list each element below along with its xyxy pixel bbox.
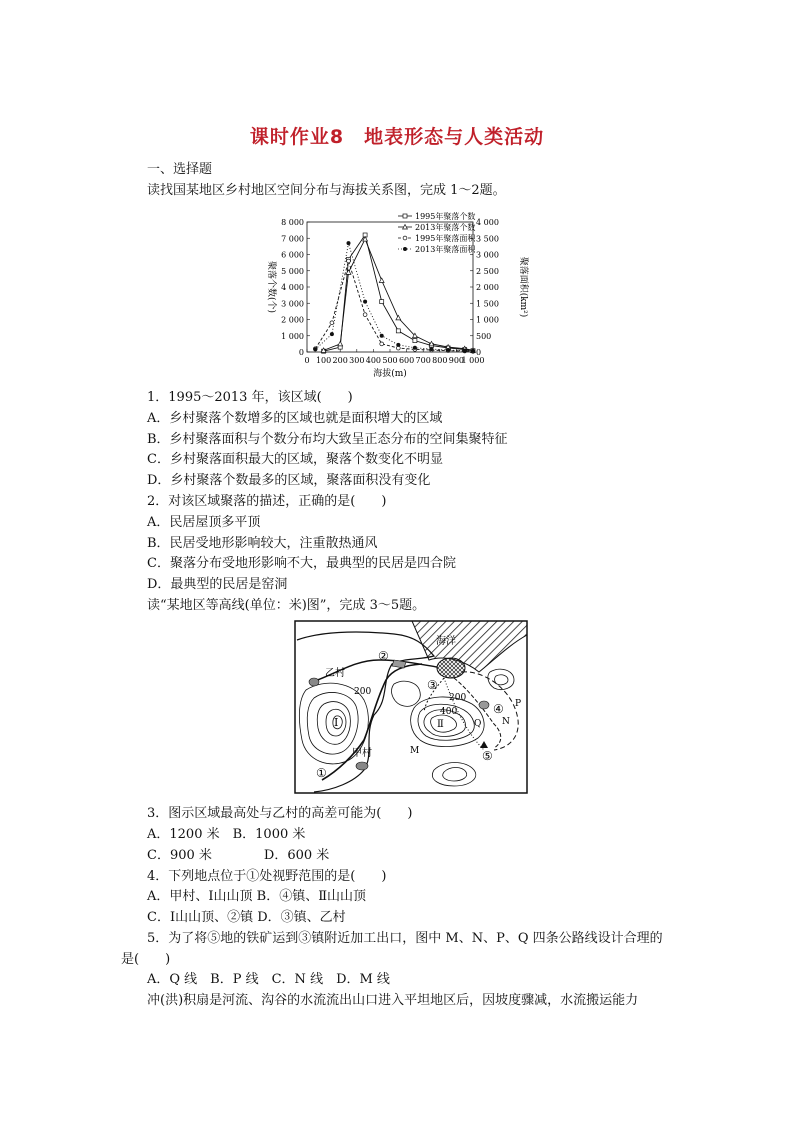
data-point-dot — [330, 332, 334, 336]
point-4-label: ④ — [493, 702, 504, 716]
y-axis-title: 聚落个数(个) — [266, 260, 276, 314]
data-point-dot — [347, 241, 351, 245]
data-point-circle — [330, 321, 334, 325]
x-tick-label: 100 — [315, 356, 332, 365]
route-p-label: P — [515, 699, 522, 709]
peak-2-label: Ⅱ — [437, 719, 444, 730]
y-tick-label: 5 000 — [281, 266, 304, 276]
data-point-dot — [396, 343, 400, 347]
legend-label: 2013年聚落面积 — [415, 245, 476, 254]
data-point-dot — [471, 349, 475, 353]
route-q-label: Q — [474, 719, 482, 729]
intro-q1-2: 读找国某地区乡村地区空间分布与海拔关系图，完成 1～2题。 — [147, 183, 506, 198]
q3-options-row2: C．900 米 D．600 米 — [147, 848, 330, 863]
y-tick-label: 7 000 — [281, 234, 304, 244]
passage-line: 冲(洪)积扇是河流、沟谷的水流流出山口进入平坦地区后，因坡度骤减，水流搬运能力 — [147, 993, 639, 1008]
contour-map — [294, 620, 528, 794]
point-2-label: ② — [378, 649, 389, 663]
y2-tick-label: 2 500 — [476, 266, 499, 276]
data-point-triangle — [346, 270, 351, 275]
q2-option-c: C．聚落分布受地形影响不大，最典型的民居是四合院 — [147, 556, 456, 571]
village-yi-marker — [309, 678, 319, 686]
y-tick-label: 6 000 — [281, 250, 304, 260]
series-line — [315, 243, 473, 351]
route-m-label: M — [410, 746, 420, 756]
data-point-triangle — [338, 341, 343, 346]
y-tick-label: 4 000 — [281, 283, 304, 292]
y2-tick-label: 500 — [476, 331, 492, 341]
data-point-dot — [413, 346, 417, 350]
x-tick-label: 800 — [432, 356, 448, 365]
q2-option-b: B．民居受地形影响较大，注重散热通风 — [147, 536, 378, 551]
contour-200-label-a: 200 — [354, 687, 372, 697]
peak-1-label: Ⅰ — [334, 716, 339, 729]
y-tick-label: 8 000 — [281, 218, 304, 227]
y2-tick-label: 1 000 — [476, 315, 499, 325]
data-point-triangle — [379, 278, 384, 283]
data-point-dot — [363, 300, 367, 304]
village-jia-label: 甲村 — [352, 748, 372, 759]
data-point-dot — [463, 349, 467, 353]
q4-options-row1: A．甲村、Ⅰ山山顶 B．④镇、Ⅱ山山顶 — [147, 889, 367, 904]
legend-label: 2013年聚落个数 — [415, 223, 476, 232]
legend-label: 1995年聚落面积 — [415, 234, 476, 243]
contour-400-label: 400 — [440, 707, 458, 717]
village-yi-label: 乙村 — [325, 668, 345, 679]
y-tick-label: 2 000 — [281, 315, 304, 325]
y-tick-label: 0 — [298, 348, 304, 357]
x-tick-label: 900 — [448, 356, 465, 365]
legend-label: 1995年聚落个数 — [415, 212, 476, 221]
y-tick-label: 3 000 — [281, 299, 304, 309]
data-point-triangle — [396, 315, 401, 320]
data-point-dot — [446, 348, 450, 352]
y2-axis-title: 聚落面积(km²) — [518, 256, 528, 318]
data-point-circle — [347, 259, 351, 263]
route-n-label: N — [502, 717, 510, 727]
data-point-square — [396, 329, 400, 333]
q1-option-a: A．乡村聚落个数增多的区域也就是面积增大的区域 — [147, 411, 443, 426]
y-tick-label: 1 000 — [281, 331, 304, 341]
q1-stem: 1．1995～2013 年，该区域( ) — [147, 390, 353, 405]
settlement-altitude-chart — [255, 210, 530, 382]
data-point-square — [413, 339, 417, 343]
legend-marker — [403, 214, 407, 218]
q2-option-d: D．最典型的民居是窑洞 — [147, 577, 288, 592]
data-point-dot — [380, 334, 384, 338]
q2-stem: 2．对该区域聚落的描述，正确的是( ) — [147, 494, 387, 509]
q3-options-row1: A．1200 米 B．1000 米 — [147, 827, 306, 842]
data-point-dot — [313, 347, 317, 351]
data-point-dot — [430, 347, 434, 351]
point-1-label: ① — [316, 766, 327, 780]
q4-options-row2: C．Ⅰ山山顶、②镇 D．③镇、乙村 — [147, 910, 346, 925]
y2-tick-label: 3 500 — [476, 234, 499, 244]
point-5-label: ⑤ — [482, 749, 493, 763]
q1-option-b: B．乡村聚落面积与个数分布均大致呈正态分布的空间集聚特征 — [147, 432, 508, 447]
q1-option-c: C．乡村聚落面积最大的区域，聚落个数变化不明显 — [147, 452, 443, 467]
y2-tick-label: 1 500 — [476, 299, 499, 309]
x-tick-label: 600 — [398, 356, 415, 365]
sea-label: 海洋 — [436, 636, 456, 647]
legend-marker — [403, 236, 407, 240]
x-tick-label: 200 — [332, 356, 348, 365]
section-heading: 一、选择题 — [147, 162, 213, 177]
q3-stem: 3．图示区域最高处与乙村的高差可能为( ) — [147, 806, 413, 821]
q5-stem-line2: 是( ) — [121, 952, 171, 967]
series-line — [315, 261, 473, 351]
y2-tick-label: 4 000 — [476, 218, 499, 227]
village-jia-marker — [356, 762, 368, 770]
q5-stem-line1: 5．为了将⑤地的铁矿运到③镇附近加工出口，图中 M、N、P、Q 四条公路线设计合理的 — [147, 931, 663, 946]
y2-tick-label: 2 000 — [476, 283, 499, 292]
contour-200-label-b: 200 — [449, 693, 467, 703]
q1-option-d: D．乡村聚落个数最多的区域，聚落面积没有变化 — [147, 473, 431, 488]
x-tick-label: 0 — [304, 356, 310, 365]
q5-options: A．Q 线 B．P 线 C．N 线 D．M 线 — [147, 972, 390, 987]
point-3-label: ③ — [427, 678, 438, 692]
q4-stem: 4．下列地点位于①处视野范围的是( ) — [147, 869, 387, 884]
x-tick-label: 500 — [382, 356, 398, 365]
q2-option-a: A．民居屋顶多平顶 — [147, 515, 261, 530]
x-tick-label: 700 — [415, 356, 431, 365]
data-point-circle — [363, 313, 367, 317]
x-tick-label: 300 — [349, 356, 365, 365]
y2-tick-label: 3 000 — [476, 250, 499, 260]
legend-marker — [403, 247, 407, 251]
town-3-area — [437, 658, 465, 678]
data-point-circle — [380, 342, 384, 346]
intro-q3-5: 读“某地区等高线(单位：米)图”，完成 3～5题。 — [147, 598, 426, 613]
data-point-square — [380, 300, 384, 304]
page-title: 课时作业8 地表形态与人类活动 — [249, 126, 545, 148]
x-tick-label: 400 — [365, 356, 382, 365]
y2-tick-label: 0 — [476, 348, 482, 357]
x-axis-title: 海拔(m) — [373, 369, 407, 379]
x-tick-label: 1 000 — [461, 356, 485, 365]
town-4-marker — [479, 701, 489, 709]
